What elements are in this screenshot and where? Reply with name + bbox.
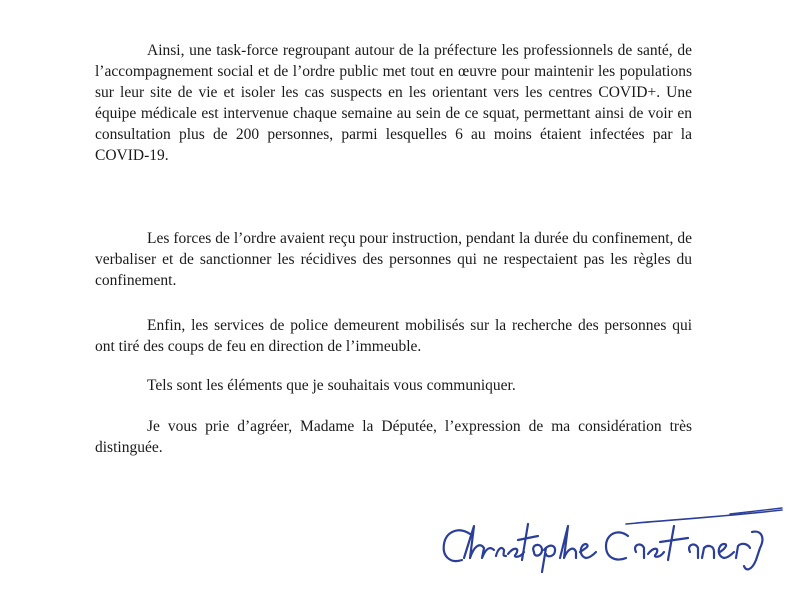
handwritten-signature xyxy=(430,496,790,591)
paragraph-closing: Je vous prie d’agréer, Madame la Députée, l’expression de ma considération très distinguée. xyxy=(95,418,692,456)
paragraph-forces-ordre: Les forces de l’ordre avaient reçu pour instruction, pendant la durée du confinement, de verbaliser et de sanctionner les récidives des personnes qui ne respectaient pas les règles du confinement. xyxy=(95,230,692,289)
paragraph-services-police: Enfin, les services de police demeurent mobilisés sur la recherche des personnes qui ont tiré des coups de feu en direction de l’immeuble. xyxy=(95,317,692,355)
paragraph-elements: Tels sont les éléments que je souhaitais vous communiquer. xyxy=(147,377,516,394)
paragraph-task-force: Ainsi, une task-force regroupant autour de la préfecture les professionnels de santé, de l’accompagnement social et de l’ordre public met tout en œuvre pour maintenir les populations sur leur site de vie et isoler les cas suspects en les orientant vers les centres COVID+. Une équipe médicale est intervenue chaque semaine au sein de ce squat, permettant ainsi de voir en consultation plus de 200 personnes, parmi lesquelles 6 au moins étaient infectées par la COVID-19. xyxy=(95,42,692,164)
